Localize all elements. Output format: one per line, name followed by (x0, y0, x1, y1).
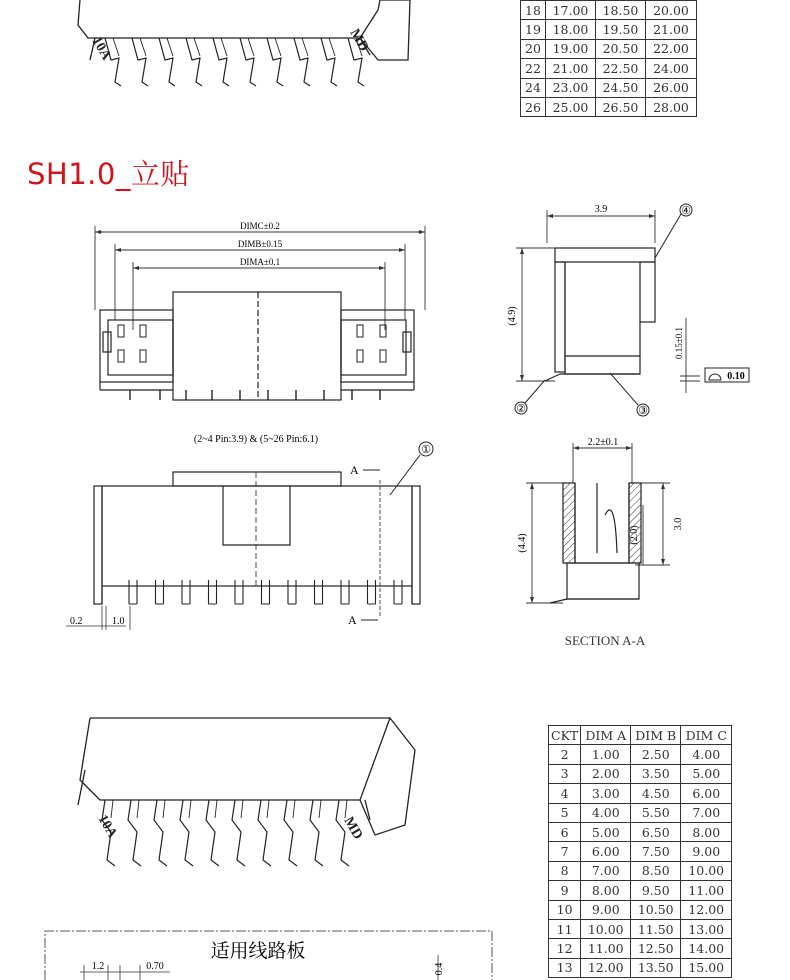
dim-a-label: DIMA±0.1 (239, 257, 281, 267)
table-cell: 18.00 (546, 20, 596, 39)
table-cell: 22 (521, 59, 546, 78)
pcb-dim3: 0.4 (434, 962, 445, 976)
iso-pin-edge (163, 800, 165, 818)
table-row (549, 803, 732, 822)
table-cell: 13 (549, 958, 581, 977)
table-cell: 26 (521, 97, 546, 116)
iso-pin (310, 800, 323, 866)
table-cell: 21.00 (646, 20, 697, 39)
table-cell: 11.00 (681, 881, 732, 900)
iso-pin (284, 800, 297, 866)
iso-pin-edge (302, 38, 308, 56)
table-cell: 12.00 (581, 958, 631, 977)
table-cell: 2 (549, 745, 581, 764)
iso-pin (267, 38, 283, 86)
table-cell: 10 (549, 900, 581, 919)
table-cell: 6.50 (631, 822, 681, 841)
table-row (549, 784, 732, 803)
bottom-pin (315, 580, 323, 604)
table-row (521, 59, 697, 78)
pin-note: (2~4 Pin:3.9) & (5~26 Pin:6.1) (193, 434, 319, 445)
section-right-label: 3.0 (673, 517, 684, 531)
iso-pin (321, 38, 337, 86)
table-row (549, 822, 732, 841)
iso-pin-edge (248, 38, 254, 56)
front-pins (118, 325, 386, 400)
table-cell: 3.00 (581, 784, 631, 803)
table-cell: 13.00 (681, 919, 732, 938)
iso-pin-edge (140, 38, 146, 56)
iso-pin (154, 800, 167, 866)
table-cell: 23.00 (546, 78, 596, 97)
table-cell: 2.50 (631, 745, 681, 764)
section-label: SECTION A-A (564, 633, 646, 648)
table-cell: 11 (549, 919, 581, 938)
table-cell: 20 (521, 39, 546, 58)
iso-pin-edge (113, 38, 119, 56)
iso-pin (294, 38, 310, 86)
bottom-pin (209, 580, 217, 604)
table-cell: 9.00 (681, 842, 732, 861)
iso-pins-top (105, 38, 364, 86)
table-cell: 12.50 (631, 939, 681, 958)
section-height-label: (4.4) (517, 533, 528, 553)
table-cell: 10.00 (581, 919, 631, 938)
table-row (521, 97, 697, 116)
table-cell: 8.50 (631, 861, 681, 880)
iso-pin (132, 38, 148, 86)
front-contact (140, 325, 146, 362)
table-cell: 6.00 (681, 784, 732, 803)
table-cell: 5 (549, 803, 581, 822)
iso-pin-edge (194, 38, 200, 56)
side-height-label: (4.9) (507, 306, 518, 326)
bottom-pin (129, 580, 137, 604)
table-cell: 19.00 (546, 39, 596, 58)
front-contact (118, 325, 124, 362)
table-cell: 7.50 (631, 842, 681, 861)
table-cell: 9.50 (631, 881, 681, 900)
table-cell: 20.50 (596, 39, 646, 58)
table-cell: 5.00 (581, 822, 631, 841)
dim-left-label: 0.2 (70, 616, 83, 627)
table-row (549, 958, 732, 977)
table-cell: 4 (549, 784, 581, 803)
table-row (521, 1, 697, 20)
col-dim-a: DIM A (581, 726, 631, 745)
table-row (549, 900, 732, 919)
iso-pin-edge (111, 800, 113, 818)
table-cell: 4.00 (581, 803, 631, 822)
iso-pin-edge (167, 38, 173, 56)
table-cell: 8 (549, 861, 581, 880)
section-view (505, 435, 705, 655)
section-mark-top: A (350, 463, 359, 477)
iso-pin (232, 800, 245, 866)
table-cell: 24.00 (646, 59, 697, 78)
iso-pin-edge (241, 800, 243, 818)
svg-text:10A: 10A (94, 812, 120, 841)
table-cell: 8.00 (581, 881, 631, 900)
bottom-pin (262, 580, 270, 604)
table-cell: 20.00 (646, 1, 697, 20)
table-cell: 10.50 (631, 900, 681, 919)
iso-pin-edge (329, 38, 335, 56)
bottom-pin (288, 580, 296, 604)
callout-1: ① (421, 444, 431, 456)
dim-c-label: DIMC±0.2 (240, 221, 280, 231)
table-cell: 7 (549, 842, 581, 861)
table-cell: 1.00 (581, 745, 631, 764)
bottom-pin (235, 580, 243, 604)
table-row (521, 20, 697, 39)
col-ckt: CKT (549, 726, 581, 745)
front-view (80, 210, 440, 410)
section-title: SH1.0_立贴 (27, 157, 190, 191)
dim-pitch-label: 1.0 (112, 616, 125, 627)
table-cell: 24 (521, 78, 546, 97)
iso-pin (240, 38, 256, 86)
pcb-box (40, 925, 500, 980)
table-row (521, 78, 697, 97)
table-cell: 6.00 (581, 842, 631, 861)
front-contact (380, 325, 386, 362)
table-cell: 21.00 (546, 59, 596, 78)
iso-pin-edge (319, 800, 321, 818)
table-cell: 15.00 (681, 958, 732, 977)
iso-pin-edge (267, 800, 269, 818)
table-cell: 11.00 (581, 939, 631, 958)
svg-text:MD: MD (340, 814, 366, 843)
table-cell: 22.50 (596, 59, 646, 78)
table-cell: 28.00 (646, 97, 697, 116)
table-cell: 10.00 (681, 861, 732, 880)
callout-3: ③ (638, 405, 648, 417)
table-cell: 25.00 (546, 97, 596, 116)
table-cell: 22.00 (646, 39, 697, 58)
section-width-label: 2.2±0.1 (587, 437, 619, 448)
table-row (549, 861, 732, 880)
callout-2: ② (516, 403, 526, 415)
bottom-view (60, 430, 450, 640)
table-row (549, 919, 732, 938)
table-cell: 12.00 (681, 900, 732, 919)
table-cell: 13.50 (631, 958, 681, 977)
dim-table (548, 725, 732, 978)
table-cell: 18.50 (596, 1, 646, 20)
table-cell: 7.00 (581, 861, 631, 880)
table-cell: 26.00 (646, 78, 697, 97)
bottom-pin (341, 580, 349, 604)
svg-text:10A: 10A (88, 34, 114, 63)
iso-pin-edge (215, 800, 217, 818)
col-dim-c: DIM C (681, 726, 732, 745)
bottom-pins (129, 580, 402, 604)
iso-pin-edge (137, 800, 139, 818)
table-row (549, 842, 732, 861)
iso-pin (258, 800, 271, 866)
table-row (549, 939, 732, 958)
table-cell: 14.00 (681, 939, 732, 958)
table-cell: 19.50 (596, 20, 646, 39)
iso-pin (180, 800, 193, 866)
table-cell: 26.50 (596, 97, 646, 116)
iso-pin (128, 800, 141, 866)
iso-pin (213, 38, 229, 86)
table-cell: 3 (549, 764, 581, 783)
table-cell: 5.50 (631, 803, 681, 822)
table-cell: 19 (521, 20, 546, 39)
section-mark-bottom: A (348, 613, 357, 627)
table-cell: 9.00 (581, 900, 631, 919)
side-view (500, 198, 770, 428)
iso-pin (186, 38, 202, 86)
table-cell: 5.00 (681, 764, 732, 783)
iso-pin-edge (345, 800, 347, 818)
table-cell: 6 (549, 822, 581, 841)
table-cell: 24.50 (596, 78, 646, 97)
flatness-label: 0.10 (727, 371, 745, 382)
table-row (549, 881, 732, 900)
iso-pin-edge (275, 38, 281, 56)
front-contact (357, 325, 363, 362)
table-cell: 8.00 (681, 822, 732, 841)
table-row (521, 39, 697, 58)
table-cell: 12 (549, 939, 581, 958)
col-dim-b: DIM B (631, 726, 681, 745)
dim-b-label: DIMB±0.15 (237, 239, 283, 249)
iso-pins-bottom (102, 800, 349, 866)
table-cell: 2.00 (581, 764, 631, 783)
table-cell: 7.00 (681, 803, 732, 822)
table-cell: 11.50 (631, 919, 681, 938)
pcb-dim2: 0.70 (146, 961, 164, 972)
iso-pin (159, 38, 175, 86)
bottom-pin (182, 580, 190, 604)
table-row (549, 764, 732, 783)
table-cell: 4.00 (681, 745, 732, 764)
connector-iso-bottom (60, 710, 430, 880)
iso-pin-edge (221, 38, 227, 56)
callout-4: ④ (681, 205, 691, 217)
bottom-pin (156, 580, 164, 604)
bottom-pin (394, 580, 402, 604)
svg-text:MD: MD (346, 26, 372, 55)
iso-pin-edge (293, 800, 295, 818)
bottom-pin (368, 580, 376, 604)
iso-pin-edge (189, 800, 191, 818)
top-dim-table (520, 0, 697, 117)
table-cell: 3.50 (631, 764, 681, 783)
table-cell: 4.50 (631, 784, 681, 803)
table-cell: 18 (521, 1, 546, 20)
connector-iso-top (60, 0, 420, 100)
pcb-dim1: 1.2 (91, 961, 105, 972)
table-cell: 9 (549, 881, 581, 900)
table-row (549, 745, 732, 764)
side-standoff-label: 0.15±0.1 (674, 327, 684, 359)
side-width-label: 3.9 (594, 204, 608, 215)
pcb-title: 适用线路板 (210, 941, 306, 962)
iso-pin (206, 800, 219, 866)
table-cell: 17.00 (546, 1, 596, 20)
